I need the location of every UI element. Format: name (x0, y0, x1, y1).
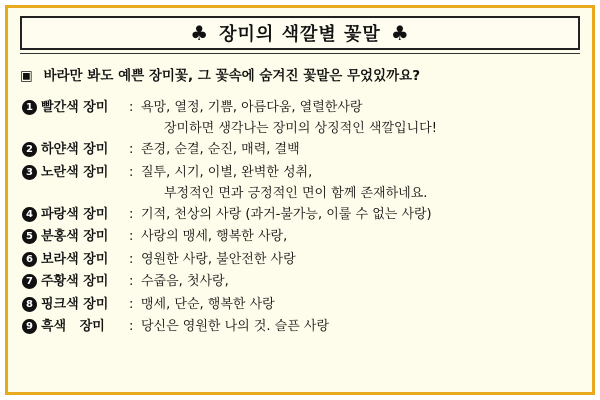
number-badge: 7 (22, 274, 37, 289)
rose-meaning: 맹세, 단순, 행복한 사랑 (141, 296, 275, 312)
notice-frame (5, 5, 595, 395)
rose-meaning-continuation: 부정적인 면과 긍정적인 면이 함께 존재하네요. (164, 185, 428, 201)
square-bullet-icon: ▣ (20, 68, 33, 84)
separator: : (129, 100, 134, 115)
list-item-white (22, 138, 584, 161)
rose-name: 노란색 장미 (41, 164, 109, 180)
number-badge: 2 (22, 142, 37, 157)
rose-name: 보라색 장미 (41, 251, 109, 267)
rose-meaning-continuation: 장미하면 생각나는 장미의 상징적인 색깔입니다! (164, 121, 437, 136)
club-icon-right: ♣ (390, 21, 410, 45)
rose-meaning: 기적, 천상의 사랑 (과거-불가능, 이룰 수 없는 사랑) (141, 206, 432, 222)
number-badge: 8 (22, 297, 37, 312)
number-badge: 9 (22, 319, 37, 334)
rose-name: 핑크색 장미 (41, 296, 109, 312)
list-item-yellow (22, 161, 584, 203)
rose-meaning: 존경, 순결, 순진, 매력, 결백 (141, 142, 300, 157)
title-box (20, 16, 580, 50)
number-badge: 5 (22, 229, 37, 244)
title-divider (20, 53, 580, 54)
number-badge: 6 (22, 252, 37, 267)
list-item-black (22, 315, 584, 338)
rose-meaning: 사랑의 맹세, 행복한 사랑, (141, 229, 288, 244)
rose-name: 흑색 장미 (41, 319, 105, 334)
question-text: 바라만 봐도 예쁜 장미꽃, 그 꽃속에 숨겨진 꽃말은 무었있까요? (43, 68, 421, 84)
separator: : (129, 251, 134, 267)
rose-name: 하얀색 장미 (41, 142, 109, 157)
rose-meaning: 당신은 영원한 나의 것. 슬픈 사랑 (141, 319, 330, 334)
rose-meaning: 영원한 사랑, 불안전한 사랑 (141, 251, 296, 267)
rose-name: 주황색 장미 (41, 274, 109, 289)
rose-color-list (22, 96, 584, 338)
separator: : (129, 229, 134, 244)
separator: : (129, 206, 134, 222)
list-item-orange (22, 270, 584, 293)
list-item-purple (22, 248, 584, 271)
list-item-red (22, 96, 584, 138)
rose-meaning: 질투, 시기, 이별, 완벽한 성취, (141, 164, 313, 180)
number-badge: 4 (22, 207, 37, 222)
separator: : (129, 319, 134, 334)
page-title: 장미의 색깔별 꽃말 (219, 24, 381, 45)
rose-meaning: 욕망, 열정, 기쁨, 아름다움, 열렬한사랑 (141, 100, 363, 115)
separator: : (129, 142, 134, 157)
separator: : (129, 296, 134, 312)
list-item-blue (22, 203, 584, 226)
rose-name: 분홍색 장미 (41, 229, 109, 244)
number-badge: 3 (22, 165, 37, 180)
club-icon-left: ♣ (190, 21, 210, 45)
rose-name: 파랑색 장미 (41, 206, 109, 222)
separator: : (129, 164, 134, 180)
rose-meaning: 수줍음, 첫사랑, (141, 274, 229, 289)
rose-name: 빨간색 장미 (41, 100, 109, 115)
separator: : (129, 274, 134, 289)
list-item-pink (22, 225, 584, 248)
number-badge: 1 (22, 100, 37, 115)
question-line (20, 64, 582, 84)
list-item-hotpink (22, 293, 584, 316)
